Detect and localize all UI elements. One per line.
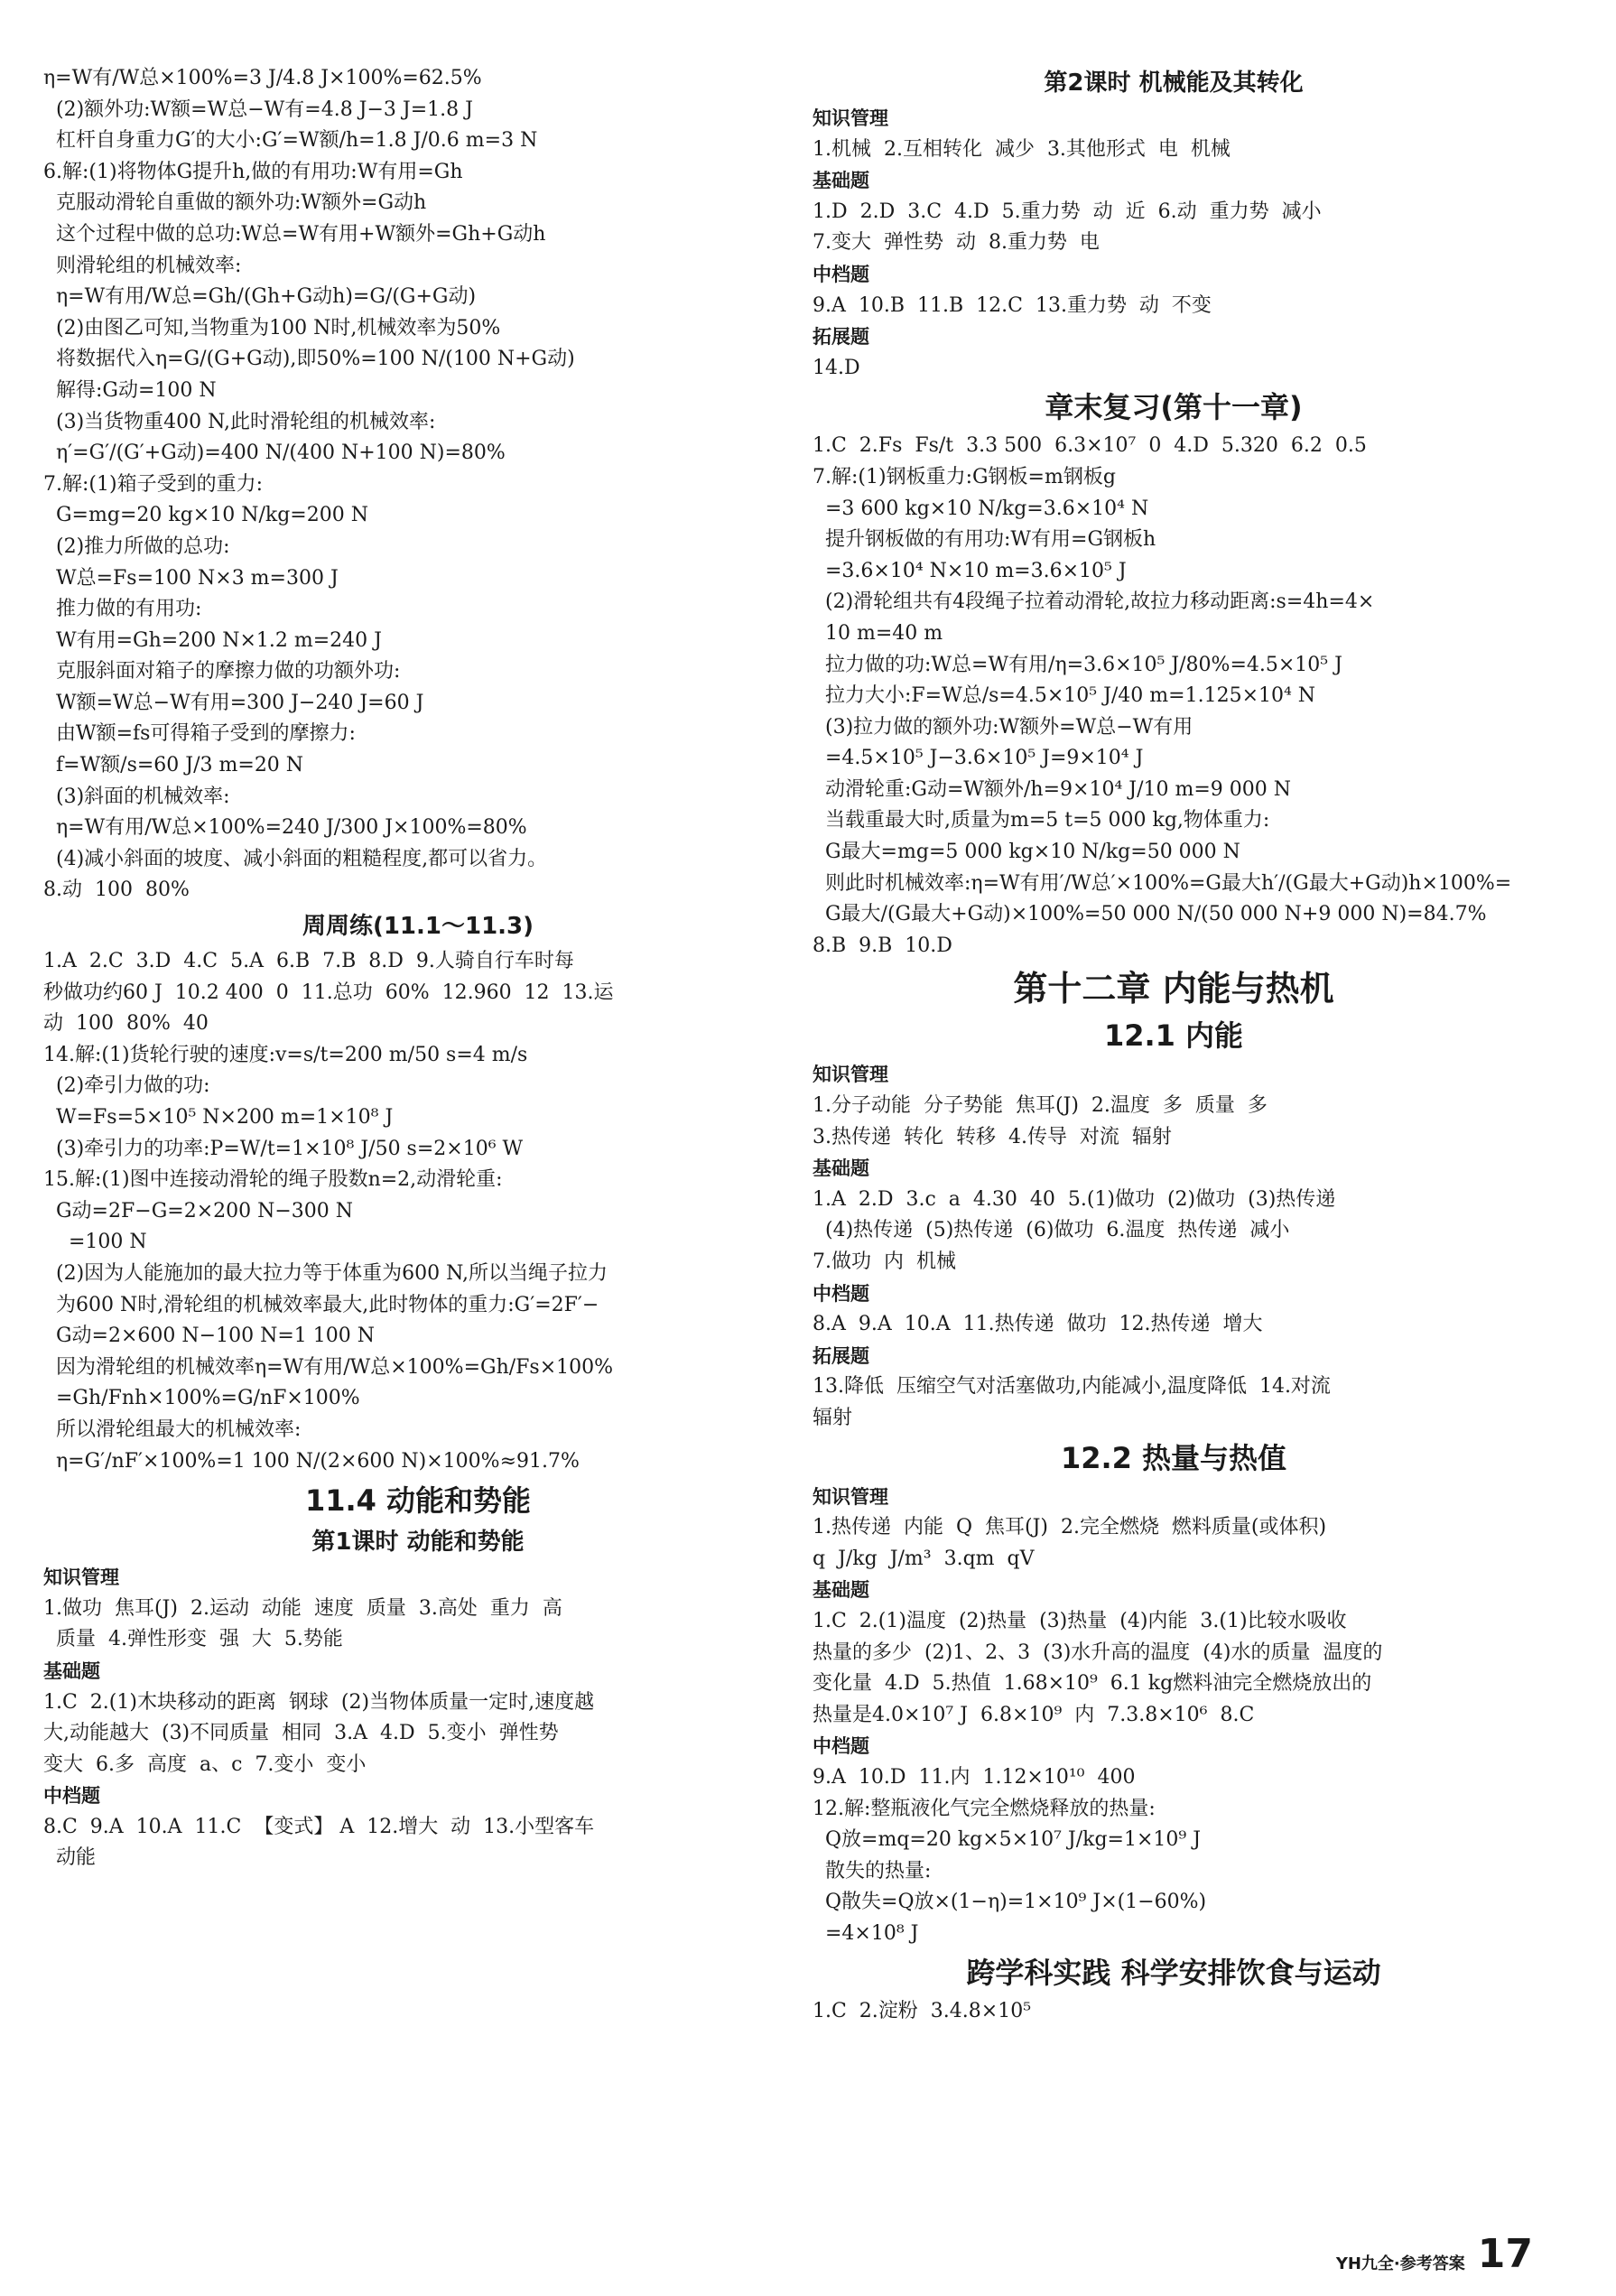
answer-line: 辐射 [813,1406,853,1429]
subsection-title: 第2课时 机械能及其转化 [1044,70,1304,97]
answer-line: 因为滑轮组的机械效率η=W有用/W总×100%=Gh/Fs×100% [43,1355,614,1379]
answer-line: 1.C 2.(1)温度 (2)热量 (3)热量 (4)内能 3.(1)比较水吸收 [813,1609,1347,1632]
answer-line: W有用=Gh=200 N×1.2 m=240 J [43,628,382,652]
answer-line: η=W有/W总×100%=3 J/4.8 J×100%=62.5% [43,67,482,89]
answer-line: 6.解:(1)将物体G提升h,做的有用功:W有用=Gh [43,160,463,183]
answer-line: =3.6×10⁴ N×10 m=3.6×10⁵ J [813,559,1127,582]
answer-line: 克服斜面对箱子的摩擦力做的功额外功: [43,660,401,683]
category-heading: 基础题 [813,1579,869,1602]
category-heading: 知识管理 [813,107,888,129]
answer-line: (2)额外功:W额=W总−W有=4.8 J−3 J=1.8 J [43,98,473,121]
answer-line: 则此时机械效率:η=W有用′/W总′×100%=G最大h′/(G最大+G动)h×100%= [813,871,1512,895]
answer-line: 7.变大 弹性势 动 8.重力势 电 [813,231,1100,255]
category-heading: 知识管理 [813,1485,888,1508]
answer-line: 质量 4.弹性形变 强 大 5.势能 [43,1628,343,1651]
answer-line: =100 N [43,1231,147,1254]
answer-line: 1.D 2.D 3.C 4.D 5.重力势 动 近 6.动 重力势 减小 [813,200,1322,223]
answer-line: (3)斜面的机械效率: [43,785,230,808]
answer-line: G动=2×600 N−100 N=1 100 N [43,1325,375,1348]
answer-line: 12.解:整瓶液化气完全燃烧释放的热量: [813,1797,1156,1820]
category-heading: 基础题 [43,1659,100,1682]
answer-line: 1.A 2.D 3.c a 4.30 40 5.(1)做功 (2)做功 (3)热传递 [813,1187,1336,1211]
answer-line: 9.A 10.B 11.B 12.C 13.重力势 动 不变 [813,293,1212,317]
answer-line: 克服动滑轮自重做的额外功:W额外=G动h [43,191,427,215]
answer-line: W额=W总−W有用=300 J−240 J=60 J [43,691,424,714]
footer-label: YH九全·参考答案 [1335,2254,1465,2273]
page-footer [1335,2231,1533,2277]
answer-line: 1.C 2.淀粉 3.4.8×10⁵ [813,2000,1032,2023]
answer-line: 推力做的有用功: [43,598,202,621]
answer-line: 1.C 2.(1)木块移动的距离 钢球 (2)当物体质量一定时,速度越 [43,1690,595,1714]
answer-line: 动 100 80% 40 [43,1012,209,1036]
answer-line: 1.C 2.Fs Fs/t 3.3 500 6.3×10⁷ 0 4.D 5.320 6.2 0.5 [813,434,1367,458]
category-heading: 基础题 [813,170,869,192]
category-heading: 拓展题 [813,326,869,349]
answer-line: W=Fs=5×10⁵ N×200 m=1×10⁸ J [43,1106,394,1129]
answer-line: =Gh/Fnh×100%=G/nF×100% [43,1387,360,1410]
category-heading: 中档题 [813,1735,869,1758]
answer-line: (3)拉力做的额外功:W额外=W总−W有用 [813,715,1193,739]
answer-line: (4)热传递 (5)热传递 (6)做功 6.温度 热传递 减小 [813,1219,1290,1242]
answer-line: =3 600 kg×10 N/kg=3.6×10⁴ N [813,497,1149,520]
answer-line: 所以滑轮组最大的机械效率: [43,1418,302,1441]
answer-line: 大,动能越大 (3)不同质量 相同 3.A 4.D 5.变小 弹性势 [43,1722,559,1745]
answer-line: 1.机械 2.互相转化 减少 3.其他形式 电 机械 [813,137,1231,161]
subsection-title: 周周练(11.1～11.3) [302,913,534,941]
left-column [43,63,793,1874]
category-heading: 知识管理 [43,1566,119,1589]
answer-line: (2)牵引力做的功: [43,1074,210,1098]
answer-line: 14.D [813,356,860,379]
answer-line: =4.5×10⁵ J−3.6×10⁵ J=9×10⁴ J [813,747,1144,770]
answer-line: 8.C 9.A 10.A 11.C 【变式】 A 12.增大 动 13.小型客车 [43,1815,595,1838]
answer-line: η=W有用/W总×100%=240 J/300 J×100%=80% [43,816,527,840]
section-title: 章末复习(第十一章) [1045,390,1303,425]
section-title: 12.1 内能 [1103,1018,1244,1054]
answer-line: (2)因为人能施加的最大拉力等于体重为600 N,所以当绳子拉力 [43,1261,608,1285]
subsection-title: 第1课时 动能和势能 [311,1529,525,1557]
answer-line: 7.做功 内 机械 [813,1250,956,1273]
page-number: 17 [1477,2231,1533,2277]
answer-line: 14.解:(1)货轮行驶的速度:v=s/t=200 m/50 s=4 m/s [43,1043,528,1066]
answer-line: Q散失=Q放×(1−η)=1×10⁹ J×(1−60%) [813,1891,1207,1914]
answer-line: 1.分子动能 分子势能 焦耳(J) 2.温度 多 质量 多 [813,1094,1268,1118]
answer-line: G最大/(G最大+G动)×100%=50 000 N/(50 000 N+9 000 N)=84.7% [813,903,1487,926]
answer-line: 8.B 9.B 10.D [813,934,952,957]
answer-line: (2)由图乙可知,当物重为100 N时,机械效率为50% [43,316,501,339]
answer-line: (3)当货物重400 N,此时滑轮组的机械效率: [43,410,436,433]
answer-line: 拉力大小:F=W总/s=4.5×10⁵ J/40 m=1.125×10⁴ N [813,684,1316,708]
section-title: 12.2 热量与热值 [1060,1440,1287,1475]
answer-line: 动滑轮重:G动=W额外/h=9×10⁴ J/10 m=9 000 N [813,777,1292,801]
answer-line: (2)滑轮组共有4段绳子拉着动滑轮,故拉力移动距离:s=4h=4× [813,590,1375,614]
answer-line: 1.A 2.C 3.D 4.C 5.A 6.B 7.B 8.D 9.人骑自行车时每 [43,950,574,973]
answer-line: 热量的多少 (2)1、2、3 (3)水升高的温度 (4)水的质量 温度的 [813,1641,1383,1664]
answer-line: 13.降低 压缩空气对活塞做功,内能减小,温度降低 14.对流 [813,1375,1331,1399]
answer-line: 变化量 4.D 5.热值 1.68×10⁹ 6.1 kg燃料油完全燃烧放出的 [813,1672,1372,1696]
answer-line: 提升钢板做的有用功:W有用=G钢板h [813,528,1156,552]
answer-line: η=W有用/W总=Gh/(Gh+G动h)=G/(G+G动) [43,285,477,309]
answer-line: 杠杆自身重力G′的大小:G′=W额/h=1.8 J/0.6 m=3 N [43,129,538,153]
category-heading: 基础题 [813,1157,869,1180]
answer-line: W总=Fs=100 N×3 m=300 J [43,566,339,590]
answer-line: 秒做功约60 J 10.2 400 0 11.总功 60% 12.960 12 13.运 [43,981,614,1004]
answer-line: 为600 N时,滑轮组的机械效率最大,此时物体的重力:G′=2F′− [43,1293,599,1316]
answer-line: 变大 6.多 高度 a、c 7.变小 变小 [43,1752,367,1776]
answer-line: 热量是4.0×10⁷ J 6.8×10⁹ 内 7.3.8×10⁶ 8.C [813,1703,1255,1726]
answer-line: 拉力做的功:W总=W有用/η=3.6×10⁵ J/80%=4.5×10⁵ J [813,653,1342,676]
answer-line: 这个过程中做的总功:W总=W有用+W额外=Gh+G动h [43,222,546,246]
answer-line: 8.A 9.A 10.A 11.热传递 做功 12.热传递 增大 [813,1313,1263,1336]
answer-line: 解得:G动=100 N [43,378,217,402]
answer-line: 7.解:(1)箱子受到的重力: [43,472,263,496]
answer-line: (4)减小斜面的坡度、减小斜面的粗糙程度,都可以省力。 [43,847,548,870]
answer-line: 8.动 100 80% [43,878,190,902]
answer-line: 9.A 10.D 11.内 1.12×10¹⁰ 400 [813,1765,1136,1789]
answer-line: 10 m=40 m [813,621,943,645]
answer-line: 7.解:(1)钢板重力:G钢板=m钢板g [813,465,1116,488]
answer-line: q J/kg J/m³ 3.qm qV [813,1547,1035,1570]
answer-line: 1.热传递 内能 Q 焦耳(J) 2.完全燃烧 燃料质量(或体积) [813,1516,1327,1539]
answer-line: (3)牵引力的功率:P=W/t=1×10⁸ J/50 s=2×10⁶ W [43,1137,524,1160]
answer-line: Q放=mq=20 kg×5×10⁷ J/kg=1×10⁹ J [813,1828,1202,1852]
section-title: 跨学科实践 科学安排饮食与运动 [966,1956,1381,1991]
answer-line: =4×10⁸ J [813,1921,919,1945]
chapter-title: 第十二章 内能与热机 [1013,969,1334,1009]
answer-line: 由W额=fs可得箱子受到的摩擦力: [43,722,356,746]
answer-line: 散失的热量: [813,1859,932,1882]
category-heading: 中档题 [813,263,869,285]
answer-line: η=G′/nF′×100%=1 100 N/(2×600 N)×100%≈91.7% [43,1449,580,1473]
category-heading: 拓展题 [813,1344,869,1367]
answer-line: η′=G′/(G′+G动)=400 N/(400 N+100 N)=80% [43,442,506,465]
category-heading: 知识管理 [813,1064,888,1086]
answer-line: G最大=mg=5 000 kg×10 N/kg=50 000 N [813,841,1240,864]
section-title: 11.4 动能和势能 [304,1483,532,1519]
answer-line: 3.热传递 转化 转移 4.传导 对流 辐射 [813,1125,1172,1148]
category-heading: 中档题 [813,1282,869,1305]
answer-line: (2)推力所做的总功: [43,534,230,558]
category-heading: 中档题 [43,1785,100,1808]
answer-line: 将数据代入η=G/(G+G动),即50%=100 N/(100 N+G动) [43,348,575,371]
answer-line: 15.解:(1)图中连接动滑轮的绳子股数n=2,动滑轮重: [43,1168,503,1192]
answer-line: f=W额/s=60 J/3 m=20 N [43,754,304,777]
answer-line: G动=2F−G=2×200 N−300 N [43,1199,354,1222]
answer-line: G=mg=20 kg×10 N/kg=200 N [43,504,368,527]
answer-line: 动能 [43,1846,96,1870]
answer-line: 1.做功 焦耳(J) 2.运动 动能 速度 质量 3.高处 重力 高 [43,1596,562,1620]
answer-line: 则滑轮组的机械效率: [43,254,242,277]
answer-line: 当载重最大时,质量为m=5 t=5 000 kg,物体重力: [813,809,1270,832]
right-column [813,63,1535,2028]
